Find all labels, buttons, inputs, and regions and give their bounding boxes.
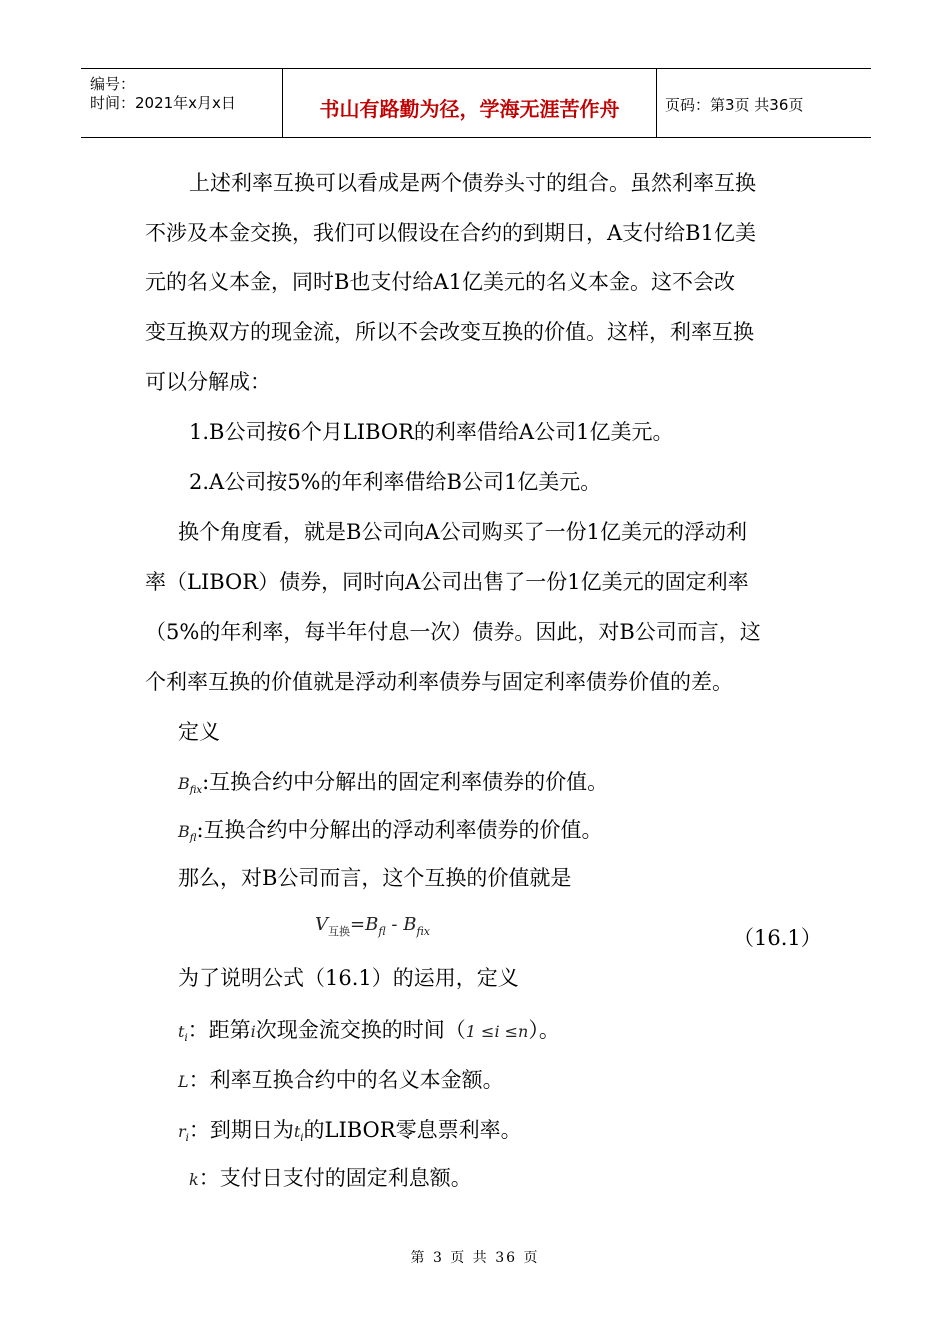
paragraph-line: 变互换双方的现金流，所以不会改变互换的价值。这样，利率互换 [145,320,754,344]
paragraph-line: 不涉及本金交换，我们可以假设在合约的到期日，A支付给B1亿美 [145,221,756,245]
symbol-i: i [250,1022,256,1041]
definition-text: ）。 [528,1018,560,1042]
header-page-label: 页码：第3页 共36页 [665,96,804,114]
swap-value-equation [315,914,430,938]
paragraph-line: 可以分解成： [145,370,271,394]
document-number-label: 编号： [90,75,136,93]
equation-b-fl-subscript: fl [378,925,386,938]
definition-k [189,1166,472,1191]
symbol-r: r [178,1122,186,1141]
paragraph-line: 换个角度看，就是B公司向A公司购买了一份1亿美元的浮动利 [178,520,747,544]
symbol-subscript: fl [189,833,197,844]
definition-text: ：利率互换合约中的名义本金额。 [188,1068,504,1092]
symbol-l: L [178,1072,189,1091]
definition-bfl [178,818,603,843]
equation-equals: = [350,914,366,935]
definition-text: ：到期日为 [188,1118,294,1142]
symbol-k: k [189,1170,199,1189]
paragraph-line: （5%的年利率，每半年付息一次）债券。因此，对B公司而言，这 [145,620,761,644]
symbol-b: B [178,774,190,793]
equation-minus: - [385,914,404,935]
paragraph-line: 那么，对B公司而言，这个互换的价值就是 [178,866,572,890]
symbol-subscript: i [185,1133,189,1144]
paragraph-line: 个利率互换的价值就是浮动利率债券与固定利率债券价值的差。 [145,670,733,694]
header-motto: 书山有路勤为径，学海无涯苦作舟 [319,97,620,121]
paragraph-line: 率（LIBOR）债券，同时向A公司出售了一份1亿美元的固定利率 [145,570,749,594]
list-item: 2.A公司按5%的年利率借给B公司1亿美元。 [189,470,602,494]
definition-r [178,1118,522,1143]
definition-l [178,1068,504,1093]
list-item: 1.B公司按6个月LIBOR的利率借给A公司1亿美元。 [189,420,674,444]
document-header [81,68,871,138]
header-motto-cell [282,69,657,137]
definition-bfix [178,770,608,795]
header-info-cell [81,69,282,137]
definition-text: :互换合约中分解出的浮动利率债券的价值。 [196,818,603,842]
symbol-subscript: fix [189,785,203,796]
equation-b-fix: B [403,914,417,935]
definition-text: :互换合约中分解出的固定利率债券的价值。 [202,770,609,794]
document-time-label: 时间：2021年x月x日 [90,94,236,112]
definition-t [178,1018,560,1043]
paragraph-line: 元的名义本金，同时B也支付给A1亿美元的名义本金。这不会改 [145,270,735,294]
symbol-subscript: i [300,1133,304,1144]
equation-v-subscript: 互换 [328,925,350,938]
equation-v: V [315,914,328,935]
definition-text: 的LIBOR零息票利率。 [303,1118,522,1142]
definition-text: ：距第 [187,1018,251,1042]
paragraph-line: 为了说明公式（16.1）的运用，定义 [178,966,519,990]
definition-text: ：支付日支付的固定利息额。 [198,1166,472,1190]
paragraph-line: 上述利率互换可以看成是两个债券头寸的组合。虽然利率互换 [189,171,756,195]
header-page-cell [656,69,871,137]
equation-b-fl: B [365,914,379,935]
page-footer: 第 3 页 共 36 页 [410,1250,540,1266]
equation-number: （16.1） [733,926,822,950]
symbol-t: t [178,1022,185,1041]
index-range: 1 ≤i ≤n [465,1022,529,1041]
definition-heading: 定义 [178,720,220,744]
equation-b-fix-subscript: fix [416,925,430,938]
symbol-b: B [178,822,190,841]
symbol-t: t [293,1122,301,1141]
definition-text: 次现金流交换的时间（ [255,1018,466,1042]
symbol-subscript: i [184,1033,188,1044]
